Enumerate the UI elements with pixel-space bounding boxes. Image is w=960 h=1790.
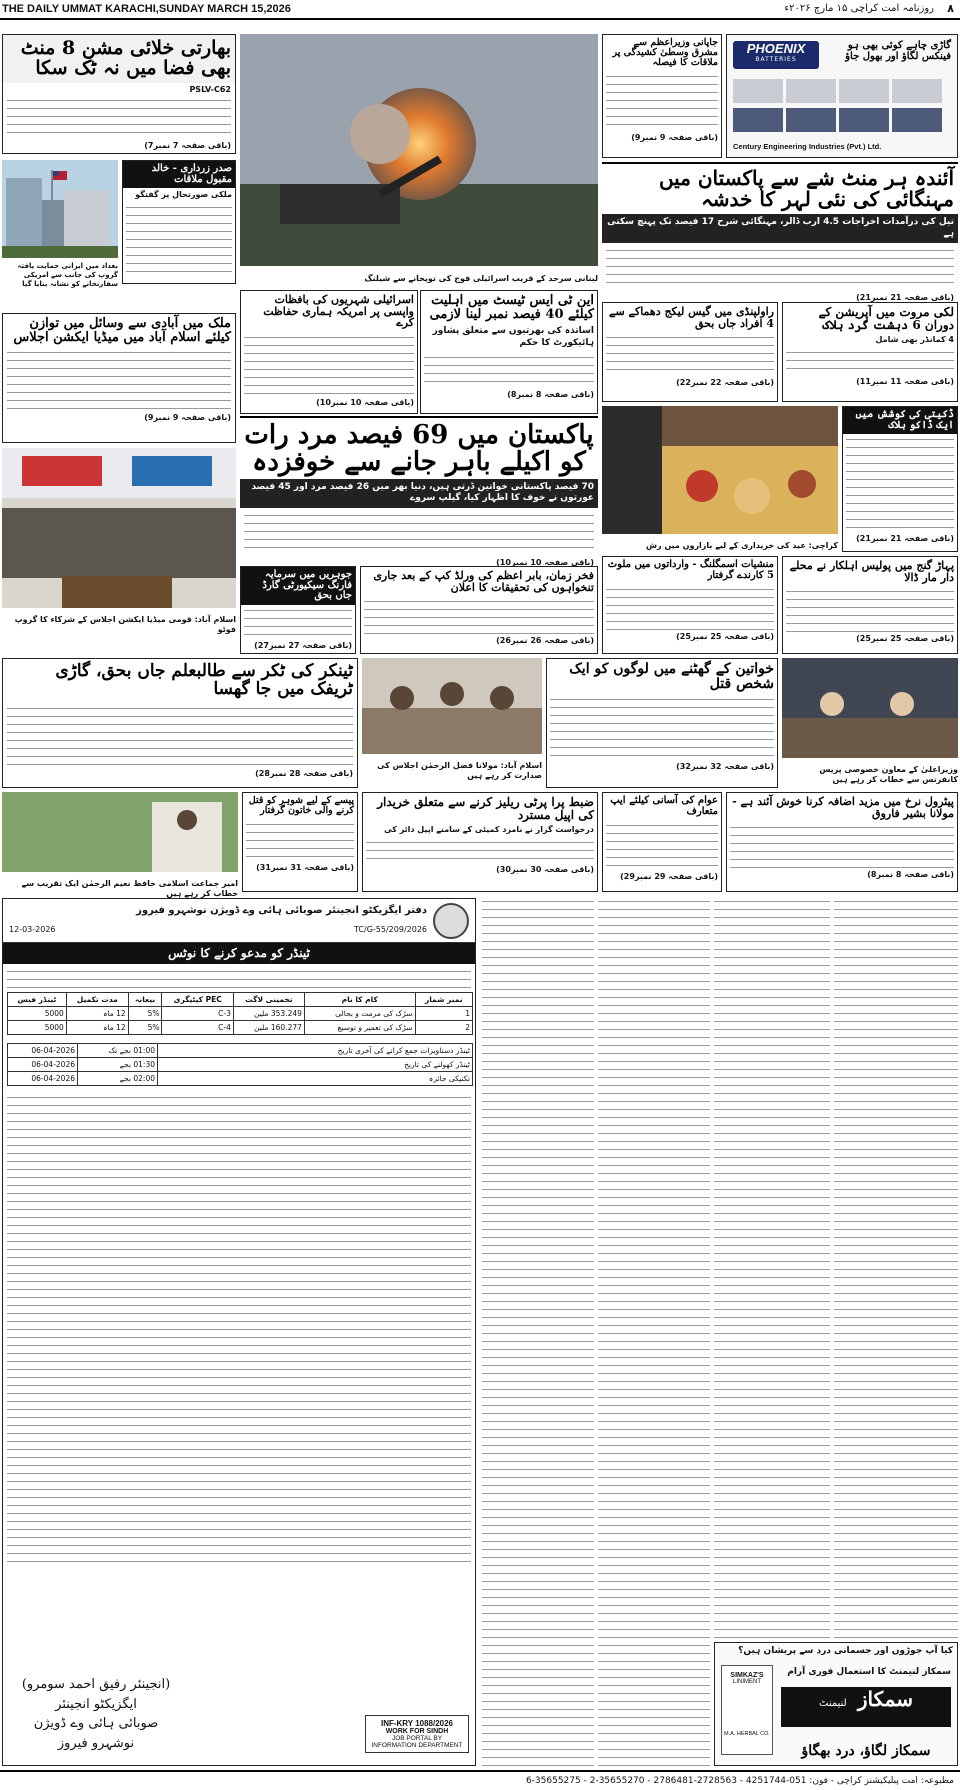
table-cell: 1: [415, 1006, 472, 1020]
tender-ref: TC/G-55/209/2026: [354, 925, 427, 934]
headline-awam: عوام کی آسانی کیلئے ایپ متعارف: [610, 795, 718, 817]
headline-nts: این ٹی ایس ٹیسٹ میں اہلیت کیلئے 40 فیصد نمبر لینا لازمی: [429, 293, 594, 322]
simkaz-maker: M.A. HERBAL CO.: [724, 1731, 770, 1737]
simkaz-question: کیا آپ جوڑوں اور جسمانی درد سے پریشان ہیں؟: [738, 1646, 953, 1656]
table-cell: 5%: [128, 1006, 162, 1020]
headline-petrol: پیٹرول نرخ میں مزید اضافہ کرنا خوش آئند ہے - مولانا بشیر فاروق: [732, 795, 954, 820]
continuation-col-4: [834, 898, 958, 1638]
inf-box: [365, 1715, 469, 1753]
market-photo-image: [602, 406, 838, 534]
phoenix-batteries: BATTERIES: [755, 56, 797, 63]
photo-pressclub: [782, 658, 958, 788]
inf-code: INF-KRY 1088/2026: [380, 1719, 454, 1728]
car-thumb: [892, 79, 942, 103]
table-cell: 2: [415, 1020, 472, 1034]
tender-col: بیعانہ: [128, 992, 162, 1006]
isro-sub: PSLV-C62: [189, 84, 231, 94]
simkaz-brand-urdu: سمکاز: [857, 1687, 913, 1711]
signature-line: نوشہرو فیروز: [57, 1735, 135, 1751]
headline-arrest: پیسے کے لیے شوہر کو قتل کرنے والی خاتون گرفتار: [248, 795, 354, 816]
battery-thumb: [839, 108, 889, 132]
inflation-sub: تیل کی درآمدات اخراجات 4.5 ارب ڈالر، مہنگائی شرح 17 فیصد تک پہنچ سکتی ہے: [602, 214, 958, 243]
meeting-photo-image: [362, 658, 542, 754]
fakhr-more: (باقی صفحہ 26 نمبر26): [496, 636, 594, 646]
fakhr-text: [364, 598, 594, 634]
story-lakki: [782, 302, 958, 402]
battery-thumb: [786, 108, 836, 132]
japan-text: [606, 73, 718, 131]
smuggling-text: [606, 586, 774, 630]
simkaz-note: سمکاز لنیمنٹ کا استعمال فوری آرام: [787, 1667, 951, 1677]
car-thumb: [733, 79, 783, 103]
table-cell: 01:30 بجے: [78, 1057, 158, 1071]
petrol-more: (باقی صفحہ 8 نمبر8): [867, 870, 954, 880]
womentrap-more: (باقی صفحہ 32 نمبر32): [676, 762, 774, 772]
nts-more: (باقی صفحہ 8 نمبر8): [507, 389, 594, 399]
embassy-caption: بغداد میں ایرانی حمایت یافتہ گروپ کی جانب سے امریکی سفارتخانے کو نشانہ بنایا گیا: [17, 262, 118, 289]
zardari-text: [126, 204, 232, 274]
footer-text: مطبوعہ: امت پبلیکیشنز کراچی - فون: 051-4251744 - 2728563-2786481 - 35655270-2 - 35655275-6: [525, 1776, 954, 1786]
portal-line: JOB PORTAL BY: [391, 1735, 443, 1742]
story-israel: [240, 290, 418, 414]
table-cell: 01:00 بجے تک: [78, 1043, 158, 1057]
table-row: [8, 1020, 473, 1034]
headline-lakki: لکی مروت میں آپریشن کے دوران 6 دہشت گرد ہلاک: [818, 305, 954, 332]
headline-dacoit: ڈکیتی کی کوشش میں ایک ڈاکو ہلاک: [843, 407, 957, 434]
headline-rawalpindi: راولپنڈی میں گیس لیکج دھماکے سے 4 افراد جاں بحق: [609, 305, 774, 330]
story-japan: [602, 34, 722, 158]
photo-group: [2, 448, 236, 635]
masthead-english: THE DAILY UMMAT KARACHI,SUNDAY MARCH 15,2026: [2, 3, 291, 15]
story-zardari: [122, 160, 236, 284]
simkaz-box: [721, 1665, 773, 1755]
survey-sub: 70 فیصد پاکستانی خواتین ڈرتی ہیں، دنیا بھر میں 26 فیصد مرد اور 45 فیصد عورتوں نے خوف کا اظہار کیا، گیلپ سروے: [240, 479, 598, 508]
phoenix-logo: [733, 41, 819, 69]
lakki-sub: 4 کمانڈر بھی شامل: [875, 335, 954, 345]
table-cell: 06-04-2026: [8, 1057, 78, 1071]
story-police: [782, 556, 958, 654]
inflation-text: [606, 247, 954, 289]
photo-market: [602, 406, 838, 552]
continuation-col-1: [482, 898, 594, 1766]
tender-conditions: [7, 1094, 471, 1564]
tender-intro: [7, 968, 471, 988]
battery-thumb: [733, 108, 783, 132]
pressclub-caption: وزیراعلیٰ کے معاون خصوصی پریس کانفرنس سے خطاب کر رہے ہیں: [819, 765, 958, 785]
table-cell: 353.249 ملین: [233, 1006, 304, 1020]
rawalpindi-more: (باقی صفحہ 22 نمبر22): [676, 378, 774, 388]
table-cell: 5000: [8, 1020, 67, 1034]
headline-smuggling: منشیات اسمگلنگ - وارداتوں میں ملوث 5 کارندے گرفتار: [607, 559, 774, 581]
tender-col: کام کا نام: [304, 992, 415, 1006]
arrest-more: (باقی صفحہ 31 نمبر31): [256, 862, 354, 872]
phoenix-brand: PHOENIX: [746, 41, 806, 56]
market-caption: کراچی: عید کی خریداری کے لیے بازاروں میں رش: [646, 541, 838, 550]
dacoit-more: (باقی صفحہ 21 نمبر21): [856, 534, 954, 543]
table-row: [8, 1043, 473, 1057]
story-survey: [240, 416, 598, 567]
release-sub: درخواست گزار نے نامزد کمیٹی کے سامنے اپیل دائر کی: [384, 825, 594, 835]
release-text: [366, 839, 594, 863]
tender-table: [7, 992, 473, 1035]
awam-text: [606, 822, 718, 870]
womentrap-text: [550, 696, 774, 760]
masthead: [0, 0, 960, 20]
nts-text: [424, 354, 594, 388]
headline-fakhr: فخر زمان، بابر اعظم کی ورلڈ کپ کے بعد جاری تنخواہوں کی تحقیقات کا اعلان: [373, 569, 594, 594]
simkaz-brand-en: SIMKAZ'S: [730, 1672, 764, 1679]
tender-col: ٹینڈر فیس: [8, 992, 67, 1006]
story-tanker: [2, 658, 358, 788]
story-rawalpindi: [602, 302, 778, 402]
inflation-more: (باقی صفحہ 21 نمبر21): [856, 293, 954, 303]
table-cell: C-3: [162, 1006, 233, 1020]
car-thumb: [839, 79, 889, 103]
police-text: [786, 588, 954, 632]
rawalpindi-text: [606, 334, 774, 376]
table-cell: 5%: [128, 1020, 162, 1034]
embassy-photo-image: [2, 160, 118, 258]
table-cell: سڑک کی تعمیر و توسیع: [304, 1020, 415, 1034]
japan-more: (باقی صفحہ 9 نمبر9): [631, 132, 718, 142]
sindh-seal-icon: [433, 903, 469, 939]
headline-isro: بھارتی خلائی مشن 8 منٹ بھی فضا میں نہ ٹک سکا: [3, 35, 235, 83]
story-smuggling: [602, 556, 778, 654]
continuation-text: [598, 898, 710, 1766]
tender-col: نمبر شمار: [415, 992, 472, 1006]
survey-text: [244, 512, 594, 554]
story-isro: [2, 34, 236, 154]
petrol-text: [730, 824, 954, 868]
lakki-more: (باقی صفحہ 11 نمبر11): [856, 376, 954, 386]
headline-japan: جاپانی وزیراعظم سے مشرق وسطیٰ کشیدگی پر ملاقات کا فیصلہ: [612, 37, 718, 68]
top-photo-caption: لبنانی سرحد کے قریب اسرائیلی فوج کی توپخانے سے شیلنگ: [364, 274, 598, 283]
tender-office: دفتر ایگزیکٹو انجینئر صوبائی ہائی وے ڈویژن نوشہرو فیروز: [136, 905, 427, 916]
table-cell: ٹینڈر دستاویزات جمع کرانے کی آخری تاریخ: [158, 1043, 473, 1057]
artillery-photo-image: [240, 34, 598, 266]
headline-zardari: صدر زرداری - خالد مقبول ملاقات: [123, 161, 235, 188]
photo-meeting: [362, 658, 542, 788]
phoenix-cars: [733, 79, 953, 133]
survey-more: (باقی صفحہ 10 نمبر10): [496, 557, 594, 567]
headline-womentrap: خواتین کے گھٹنے میں لوگوں کو ایک شخص قتل: [569, 661, 774, 692]
page-number: ۸: [947, 2, 954, 15]
pressclub-photo-image: [782, 658, 958, 758]
story-security: [240, 566, 356, 654]
headline-media: ملک میں آبادی سے وسائل میں توازن کیلئے اسلام آباد میں میڈیا ایکشن اجلاس: [13, 316, 231, 345]
table-row: [8, 1071, 473, 1085]
tender-col: مدت تکمیل: [66, 992, 128, 1006]
nts-sub: اساتذہ کی بھرتیوں سے متعلق پشاور ہائیکورٹ کا حکم: [432, 326, 594, 348]
phoenix-company: Century Engineering Industries (Pvt.) Ltd.: [733, 142, 882, 151]
table-cell: 12 ماہ: [66, 1020, 128, 1034]
continuation-col-3: [714, 898, 830, 1638]
lakki-text: [786, 349, 954, 375]
table-cell: C-4: [162, 1020, 233, 1034]
continuation-col-2: [598, 898, 710, 1766]
phoenix-urdu: گاڑی چاہے کوئی بھی ہو فینکس لگاؤ اور بھول جاؤ: [845, 40, 951, 62]
tender-col: تخمینی لاگت: [233, 992, 304, 1006]
israel-text: [244, 334, 414, 396]
photo-embassy: [2, 160, 118, 289]
continuation-text: [834, 898, 958, 1638]
top-photo: [240, 34, 598, 286]
car-thumb: [786, 79, 836, 103]
tender-table-header: [8, 992, 473, 1006]
table-row: [8, 1006, 473, 1020]
story-fakhr: [360, 566, 598, 654]
headline-survey: پاکستان میں 69 فیصد مرد رات کو اکیلے باہر جانے سے خوفزدہ: [244, 420, 594, 478]
table-row: [8, 1057, 473, 1071]
headline-israel: اسرائیلی شہریوں کی بافظات واپسی پر امریکہ ہماری حفاظت کرے: [263, 293, 414, 330]
tender-header: [3, 899, 475, 943]
simkaz-liniment: لنیمنٹ: [819, 1698, 847, 1709]
table-cell: ٹینڈر کھولنے کی تاریخ: [158, 1057, 473, 1071]
isro-more: (باقی صفحہ 7 نمبر7): [144, 141, 231, 151]
awam-more: (باقی صفحہ 29 نمبر29): [620, 872, 718, 881]
table-cell: 06-04-2026: [8, 1071, 78, 1085]
story-womentrap: [546, 658, 778, 788]
police-more: (باقی صفحہ 25 نمبر25): [856, 634, 954, 644]
story-release: [362, 792, 598, 892]
table-cell: 160.277 ملین: [233, 1020, 304, 1034]
story-inflation: [602, 162, 958, 303]
story-dacoit: [842, 406, 958, 552]
simkaz-tagline: سمکاز لگاؤ، درد بھگاؤ: [801, 1743, 931, 1760]
story-nts: [420, 290, 598, 414]
tender-schedule: [7, 1043, 473, 1086]
masthead-urdu: روزنامہ امت کراچی ۱۵ مارچ ۲۰۲۶ء: [784, 3, 934, 14]
rally-caption: امیر جماعت اسلامی حافظ نعیم الرحمٰن ایک تقریب سے خطاب کر رہے ہیں: [21, 879, 238, 899]
isro-text: [7, 97, 231, 139]
table-cell: 02:00 بجے: [78, 1071, 158, 1085]
footer: [0, 1770, 960, 1790]
tender-col: PEC کیٹیگری: [162, 992, 233, 1006]
media-text: [7, 349, 231, 411]
story-arrest: [242, 792, 358, 892]
photo-rally: [2, 792, 238, 899]
dacoit-text: [846, 436, 954, 532]
headline-inflation: آئندہ ہر منٹ شے سے پاکستان میں مہنگائی کی نئی لہر کا خدشہ: [658, 166, 954, 211]
tanker-text: [7, 705, 353, 767]
tender-notice: [2, 898, 476, 1766]
headline-tanker: ٹینکر کی ٹکر سے طالبعلم جاں بحق، گاڑی ٹریفک میں جا گھسا: [55, 661, 353, 699]
tender-date: 12-03-2026: [9, 925, 56, 934]
group-caption: اسلام آباد: قومی میڈیا ایکشن اجلاس کے شرکاء کا گروپ فوٹو: [14, 615, 236, 635]
arrest-text: [246, 821, 354, 861]
story-media: [2, 313, 236, 443]
rally-photo-image: [2, 792, 238, 872]
signature-line: (انجینئر رفیق احمد سومرو): [21, 1677, 171, 1692]
continuation-text: [482, 898, 594, 1766]
simkaz-sub-en: LINIMENT: [732, 1679, 761, 1685]
security-text: [244, 607, 352, 639]
table-cell: 12 ماہ: [66, 1006, 128, 1020]
headline-security: جوہریں میں سرمایہ فارنگ سیکیورٹی گارڈ جاں بحق: [241, 567, 355, 605]
signature-line: ایگزیکٹو انجینئر: [55, 1696, 137, 1712]
tender-title: ٹینڈر کو مدعو کرنے کا نوٹس: [3, 943, 475, 964]
security-more: (باقی صفحہ 27 نمبر27): [254, 640, 352, 650]
meeting-caption: اسلام آباد: مولانا فضل الرحمٰن اجلاس کی صدارت کر رہے ہیں: [377, 761, 542, 781]
table-cell: 5000: [8, 1006, 67, 1020]
battery-thumb: [892, 108, 942, 132]
release-more: (باقی صفحہ 30 نمبر30): [496, 864, 594, 874]
story-petrol: [726, 792, 958, 892]
zardari-sub: ملکی صورتحال پر گفتگو: [135, 190, 232, 199]
portal-line: WORK FOR SINDH: [385, 1728, 449, 1735]
story-awam: [602, 792, 722, 892]
headline-release: ضبط پرا پرٹی ریلیز کرنے سے متعلق خریدار کی اپیل مسترد: [377, 795, 594, 822]
headline-police: پہاڑ گنج میں پولیس اہلکار نے محلے دار مار ڈالا: [789, 559, 954, 584]
israel-more: (باقی صفحہ 10 نمبر10): [316, 397, 414, 407]
table-cell: سڑک کی مرمت و بحالی: [304, 1006, 415, 1020]
table-cell: 06-04-2026: [8, 1043, 78, 1057]
group-photo-image: [2, 448, 236, 608]
continuation-text: [714, 898, 830, 1638]
smuggling-more: (باقی صفحہ 25 نمبر25): [676, 632, 774, 641]
media-more: (باقی صفحہ 9 نمبر9): [144, 413, 231, 423]
portal-line: INFORMATION DEPARTMENT: [371, 1742, 463, 1749]
table-cell: تکنیکی جائزہ: [158, 1071, 473, 1085]
ad-simkaz: [714, 1642, 958, 1766]
signature-line: صوبائی ہائی وے ڈویژن: [33, 1716, 159, 1731]
simkaz-brand-panel: [781, 1687, 951, 1727]
tanker-more: (باقی صفحہ 28 نمبر28): [255, 768, 353, 778]
ad-phoenix: [726, 34, 958, 158]
tender-signature: [11, 1675, 181, 1753]
